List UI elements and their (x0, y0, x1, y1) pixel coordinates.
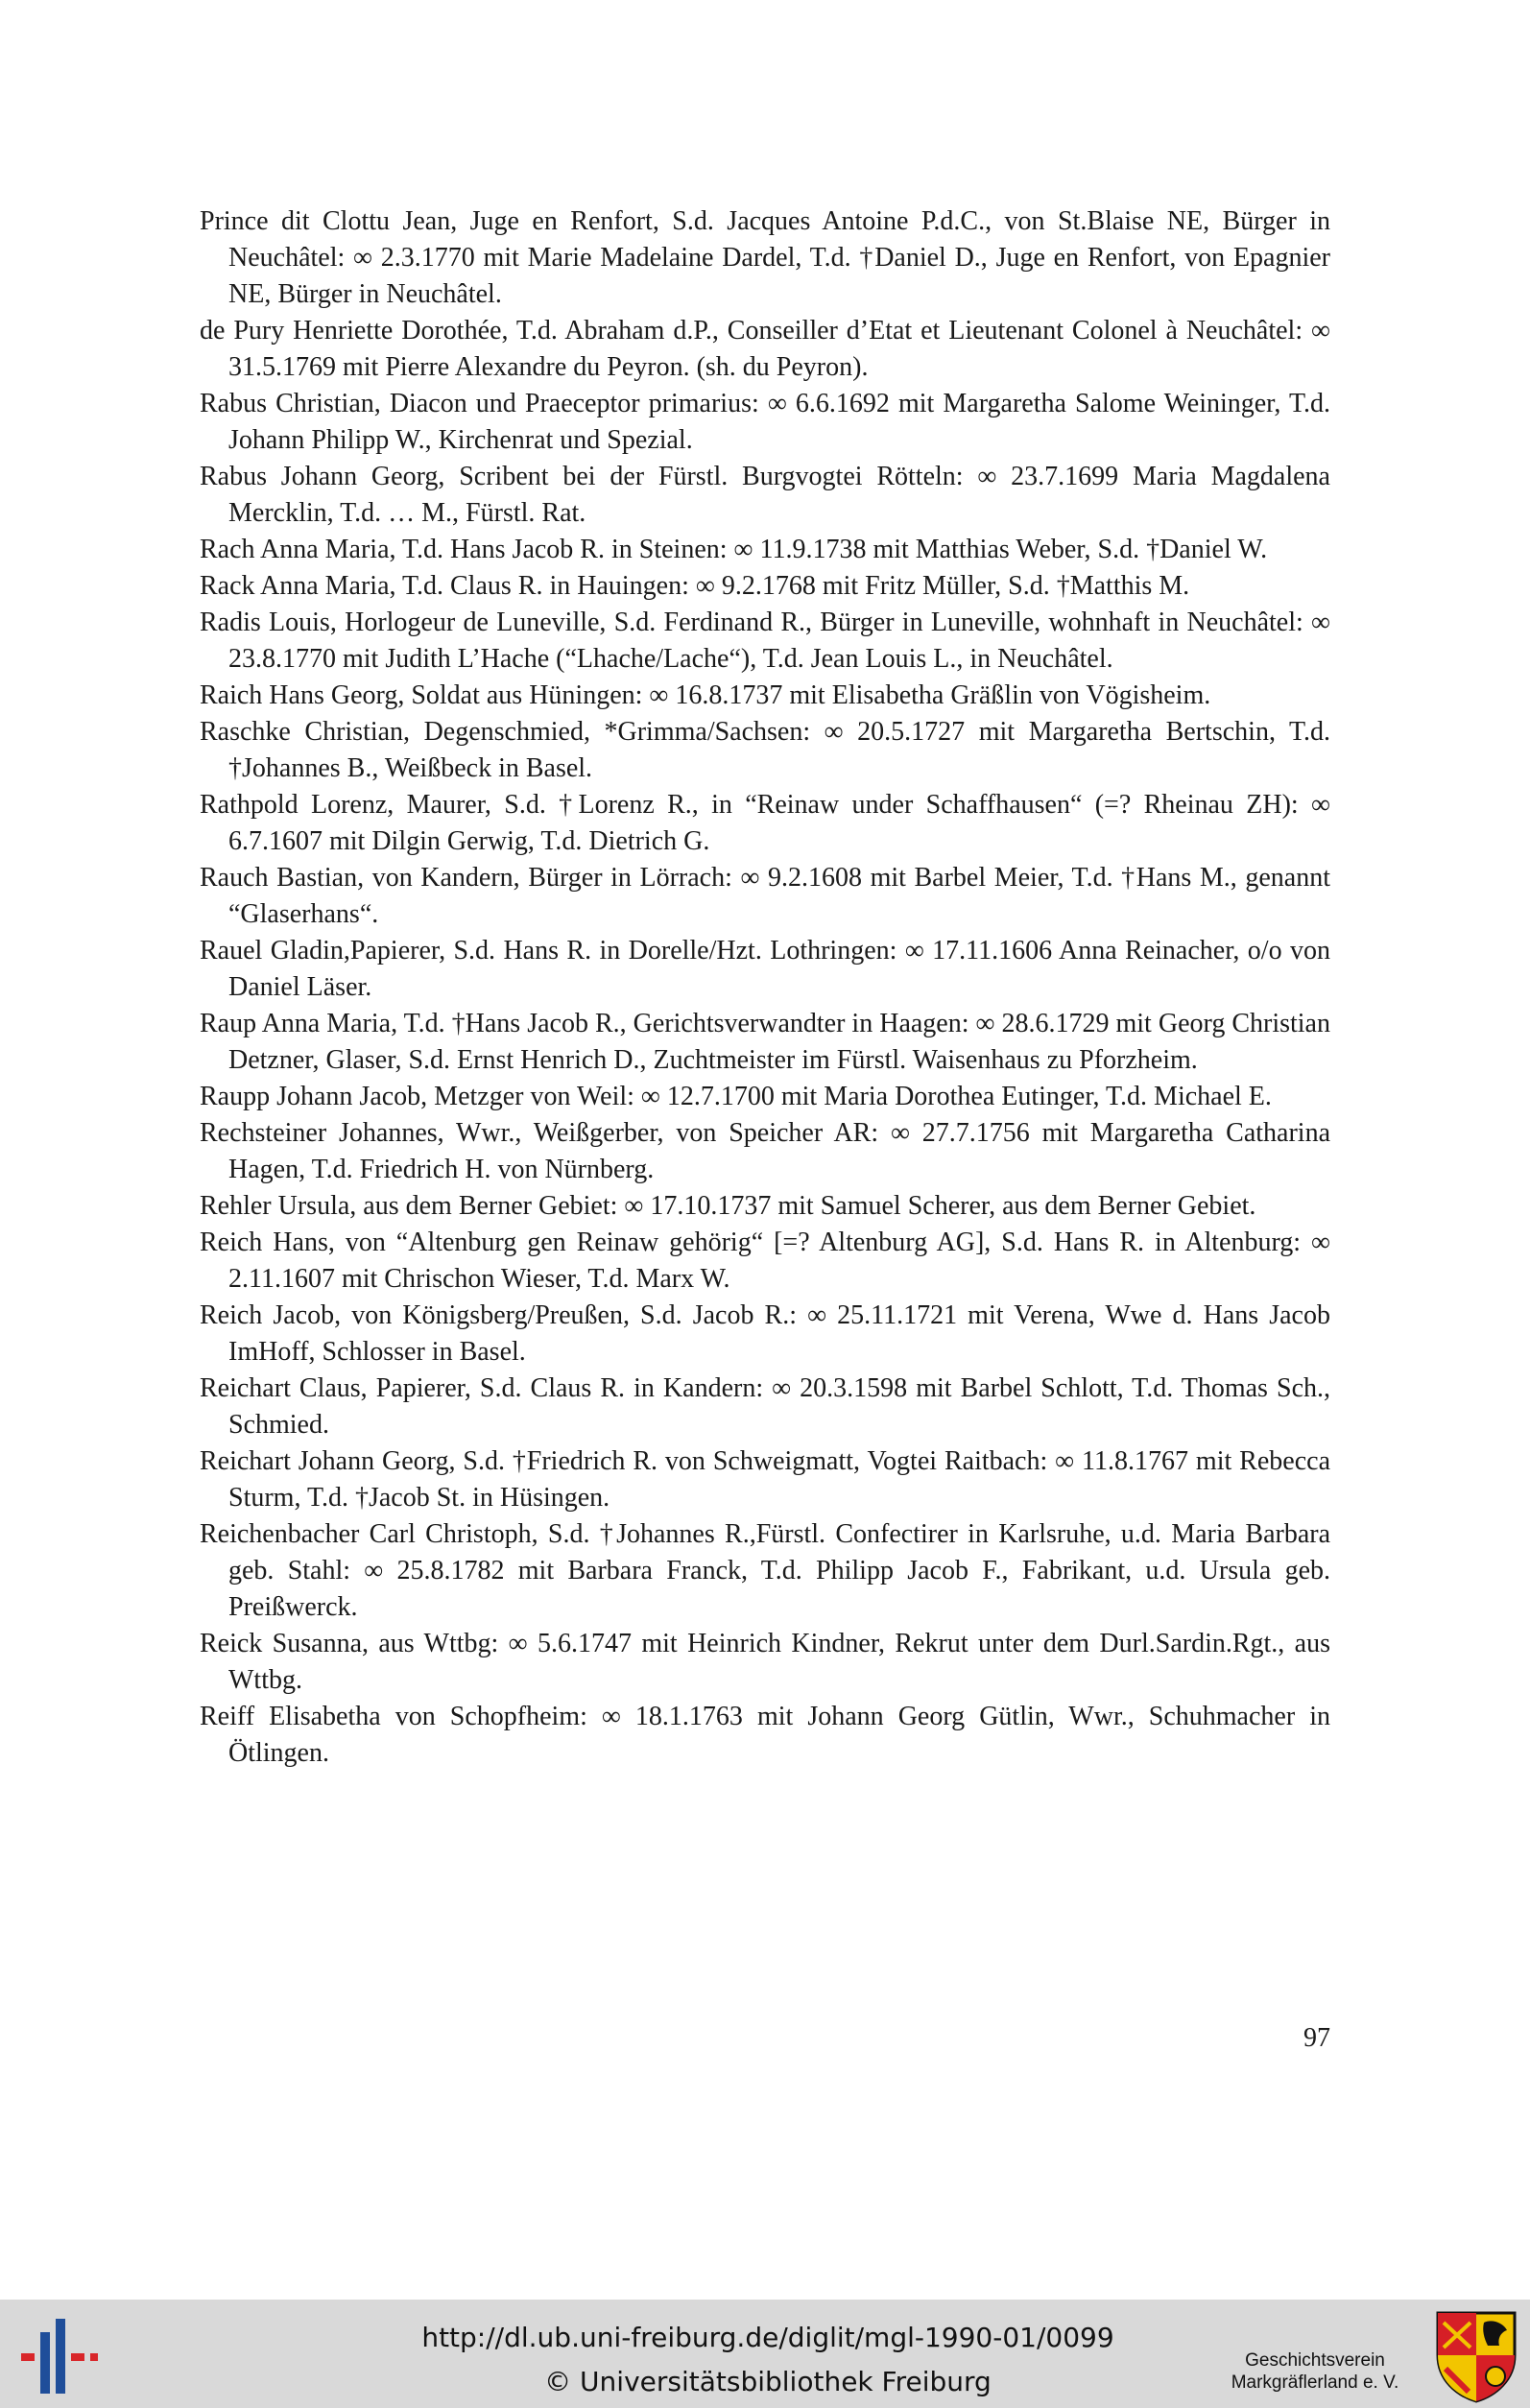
register-entry: Reick Susanna, aus Wttbg: ∞ 5.6.1747 mit Heinrich Kindner, Rekrut unter dem Durl.Sardin.Rgt., aus Wttbg. (200, 1629, 1330, 1695)
register-page-content (200, 203, 1330, 1772)
register-entry: Reichart Claus, Papierer, S.d. Claus R. in Kandern: ∞ 20.3.1598 mit Barbel Schlott, T.d. Thomas Sch., Schmied. (200, 1373, 1330, 1440)
footer-copyright: © Universitätsbibliothek Freiburg (544, 2366, 992, 2397)
register-entry: Reichart Johann Georg, S.d. †Friedrich R. von Schweigmatt, Vogtei Raitbach: ∞ 11.8.1767 mit Rebecca Sturm, T.d. †Jacob St. in Hüsingen. (200, 1446, 1330, 1513)
register-entry: Raich Hans Georg, Soldat aus Hüningen: ∞ 16.8.1737 mit Elisabetha Gräßlin von Vögisheim. (200, 680, 1211, 710)
register-entry: Raschke Christian, Degenschmied, *Grimma/Sachsen: ∞ 20.5.1727 mit Margaretha Bertschin, T.d. †Johannes B., Weißbeck in Basel. (200, 717, 1330, 783)
register-entry: de Pury Henriette Dorothée, T.d. Abraham d.P., Conseiller d’Etat et Lieutenant Colonel à Neuchâtel: ∞ 31.5.1769 mit Pierre Alexandre du Peyron. (sh. du Peyron). (200, 316, 1330, 382)
register-entry: Rauch Bastian, von Kandern, Bürger in Lörrach: ∞ 9.2.1608 mit Barbel Meier, T.d. †Hans M., genannt “Glaserhans“. (200, 863, 1330, 929)
register-entry: Prince dit Clottu Jean, Juge en Renfort, S.d. Jacques Antoine P.d.C., von St.Blaise NE, Bürger in Neuchâtel: ∞ 2.3.1770 mit Marie Madelaine Dardel, T.d. †Daniel D., Juge en Renfort, von Epagnier NE, Bürger in Neuchâtel. (200, 206, 1330, 309)
ub-freiburg-logo-icon (17, 2315, 100, 2397)
register-entry: Raupp Johann Jacob, Metzger von Weil: ∞ 12.7.1700 mit Maria Dorothea Eutinger, T.d. Michael E. (200, 1082, 1272, 1111)
society-name-line2: Markgräflerland e. V. (1231, 2372, 1399, 2393)
register-entry: Raup Anna Maria, T.d. †Hans Jacob R., Gerichtsverwandter in Haagen: ∞ 28.6.1729 mit Georg Christian Detzner, Glaser, S.d. Ernst Henrich D., Zuchtmeister im Fürstl. Waisenhaus zu Pforzheim. (200, 1009, 1330, 1075)
register-entry: Rach Anna Maria, T.d. Hans Jacob R. in Steinen: ∞ 11.9.1738 mit Matthias Weber, S.d. †Daniel W. (200, 535, 1268, 564)
society-name-line1: Geschichtsverein (1245, 2350, 1385, 2371)
register-entry: Radis Louis, Horlogeur de Luneville, S.d. Ferdinand R., Bürger in Luneville, wohnhaft in Neuchâtel: ∞ 23.8.1770 mit Judith L’Hache (“Lhache/Lache“), T.d. Jean Louis L., in Neuchâtel. (200, 608, 1330, 674)
society-name (1200, 2349, 1430, 2394)
register-entry: Rack Anna Maria, T.d. Claus R. in Hauingen: ∞ 9.2.1768 mit Fritz Müller, S.d. †Matthis M. (200, 571, 1190, 601)
register-entry: Reiff Elisabetha von Schopfheim: ∞ 18.1.1763 mit Johann Georg Gütlin, Wwr., Schuhmacher in Ötlingen. (200, 1702, 1330, 1768)
register-entry: Rabus Christian, Diacon und Praeceptor primarius: ∞ 6.6.1692 mit Margaretha Salome Weininger, T.d. Johann Philipp W., Kirchenrat und Spezial. (200, 389, 1330, 455)
page-number: 97 (1303, 2023, 1330, 2053)
coat-of-arms-icon (1434, 2309, 1518, 2403)
register-entry: Rauel Gladin,Papierer, S.d. Hans R. in Dorelle/Hzt. Lothringen: ∞ 17.11.1606 Anna Reinacher, o/o von Daniel Läser. (200, 936, 1330, 1002)
register-entry: Rechsteiner Johannes, Wwr., Weißgerber, von Speicher AR: ∞ 27.7.1756 mit Margaretha Catharina Hagen, T.d. Friedrich H. von Nürnberg. (200, 1118, 1330, 1184)
register-entry: Reich Jacob, von Königsberg/Preußen, S.d. Jacob R.: ∞ 25.11.1721 mit Verena, Wwe d. Hans Jacob ImHoff, Schlosser in Basel. (200, 1300, 1330, 1367)
footer-url-link[interactable]: http://dl.ub.uni-freiburg.de/diglit/mgl-1990-01/0099 (421, 2322, 1114, 2353)
register-entry: Rathpold Lorenz, Maurer, S.d. †Lorenz R., in “Reinaw under Schaffhausen“ (=? Rheinau ZH): ∞ 6.7.1607 mit Dilgin Gerwig, T.d. Dietrich G. (200, 790, 1330, 856)
register-entry: Reichenbacher Carl Christoph, S.d. †Johannes R.,Fürstl. Confectirer in Karlsruhe, u.d. Maria Barbara geb. Stahl: ∞ 25.8.1782 mit Barbara Franck, T.d. Philipp Jacob F., Fabrikant, u.d. Ursula geb. Preißwerck. (200, 1519, 1330, 1622)
register-entry: Rehler Ursula, aus dem Berner Gebiet: ∞ 17.10.1737 mit Samuel Scherer, aus dem Berner Gebiet. (200, 1191, 1256, 1221)
register-entry: Rabus Johann Georg, Scribent bei der Fürstl. Burgvogtei Rötteln: ∞ 23.7.1699 Maria Magdalena Mercklin, T.d. … M., Fürstl. Rat. (200, 462, 1330, 528)
register-entry: Reich Hans, von “Altenburg gen Reinaw gehörig“ [=? Altenburg AG], S.d. Hans R. in Altenburg: ∞ 2.11.1607 mit Chrischon Wieser, T.d. Marx W. (200, 1228, 1330, 1294)
